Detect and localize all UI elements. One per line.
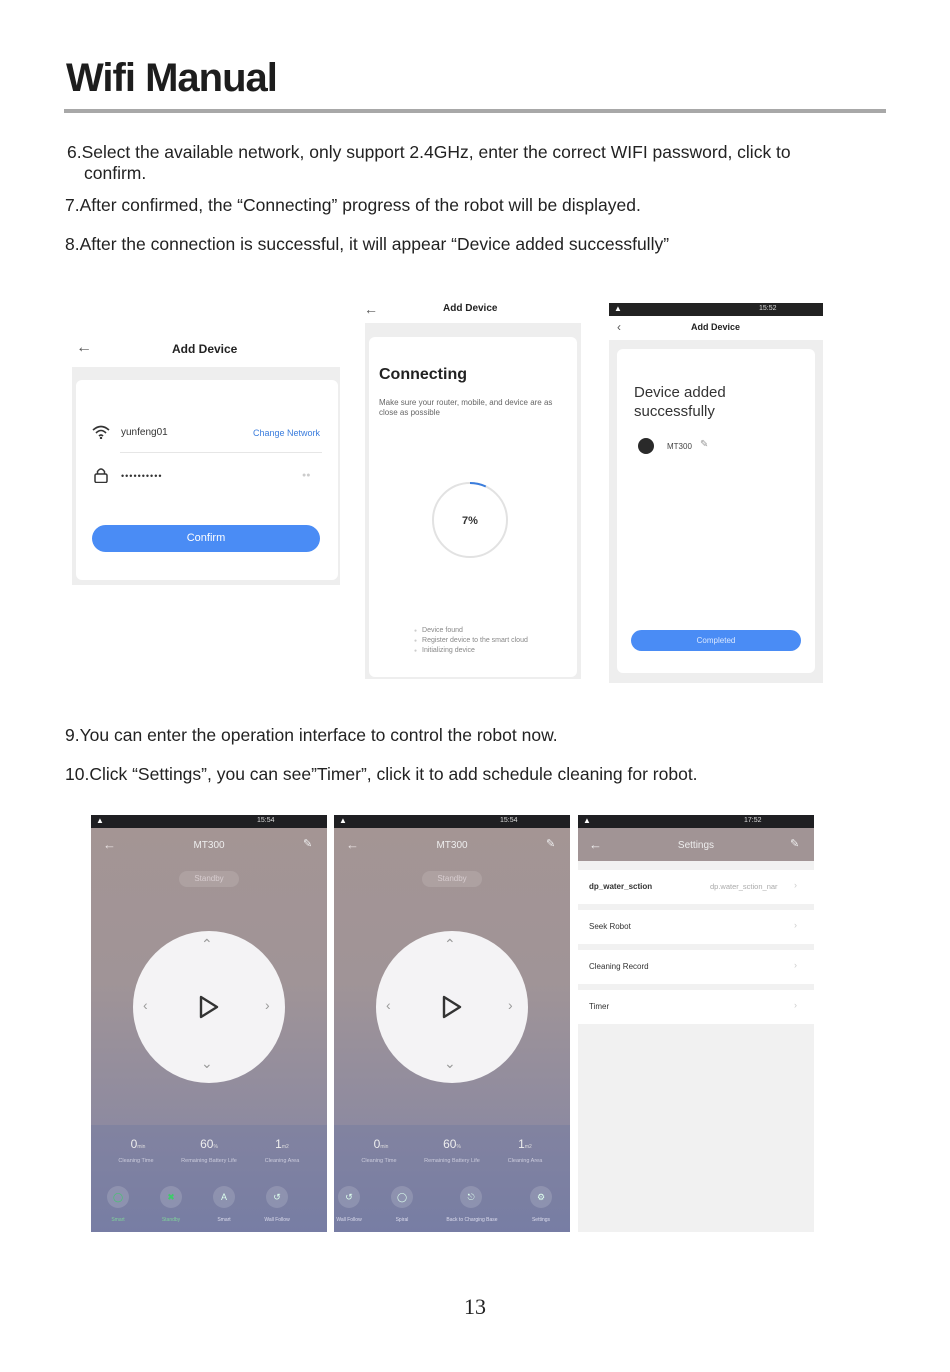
status-time: 15:54 bbox=[257, 817, 275, 824]
smart-mode-icon[interactable]: ◯ bbox=[107, 1186, 129, 1208]
device-avatar bbox=[638, 438, 654, 454]
step-9: 9.You can enter the operation interface to control the robot now. bbox=[65, 725, 558, 745]
stat-value-time: 0min bbox=[130, 1137, 146, 1151]
status-bar bbox=[91, 815, 327, 828]
change-network-link[interactable]: Change Network bbox=[253, 428, 321, 438]
mode-label: Wall Follow bbox=[336, 1217, 362, 1223]
status-bar bbox=[609, 303, 823, 316]
play-icon[interactable] bbox=[438, 994, 464, 1020]
step-8: 8.After the connection is successful, it will appear “Device added successfully” bbox=[65, 234, 670, 254]
warning-icon: ▲ bbox=[339, 816, 347, 825]
page-title: Wifi Manual bbox=[66, 56, 277, 100]
stat-label-area: Cleaning Area bbox=[264, 1158, 300, 1164]
right-chevron-icon[interactable]: › bbox=[265, 997, 270, 1013]
edit-pencil-icon[interactable]: ✎ bbox=[790, 838, 800, 850]
back-arrow-icon[interactable]: ← bbox=[589, 837, 602, 852]
warning-icon: ▲ bbox=[96, 816, 104, 825]
back-chevron-icon[interactable]: ‹ bbox=[617, 320, 621, 334]
status-time: 15:54 bbox=[500, 817, 518, 824]
status-register-cloud: ● Register device to the smart cloud bbox=[414, 636, 528, 646]
right-chevron-icon[interactable]: › bbox=[508, 997, 513, 1013]
title-divider bbox=[64, 109, 886, 113]
page-number: 13 bbox=[464, 1294, 486, 1319]
standby-mode-icon[interactable]: ✖ bbox=[160, 1186, 182, 1208]
screen-header: Add Device bbox=[172, 342, 238, 356]
screenshot-control-a bbox=[91, 815, 327, 1232]
row-label: dp_water_sction bbox=[589, 882, 653, 891]
step-6-line1: 6.Select the available network, only support 2.4GHz, enter the correct WIFI password, click to bbox=[67, 142, 791, 162]
connecting-hint: Make sure your router, mobile, and device are as close as possible bbox=[379, 398, 553, 417]
field-divider bbox=[120, 452, 322, 453]
stat-label-battery: Remaining Battery Life bbox=[424, 1158, 480, 1164]
progress-percent: 7% bbox=[462, 515, 478, 527]
down-chevron-icon[interactable]: ⌄ bbox=[201, 1055, 213, 1071]
settings-title: Settings bbox=[677, 840, 715, 851]
mode-label: Spiral bbox=[395, 1217, 409, 1223]
play-icon[interactable] bbox=[195, 994, 221, 1020]
wall-follow-icon[interactable]: ↺ bbox=[338, 1186, 360, 1208]
step-7: 7.After confirmed, the “Connecting” progress of the robot will be displayed. bbox=[65, 195, 641, 215]
eye-icon[interactable]: ●● bbox=[302, 472, 311, 479]
status-time: 17:52 bbox=[744, 817, 762, 824]
back-arrow-icon[interactable]: ← bbox=[103, 837, 116, 852]
back-arrow-icon[interactable]: ← bbox=[76, 339, 92, 356]
step-10: 10.Click “Settings”, you can see”Timer”, click it to add schedule cleaning for robot. bbox=[65, 764, 698, 784]
screenshot-device-added bbox=[609, 303, 823, 683]
down-chevron-icon[interactable]: ⌄ bbox=[444, 1055, 456, 1071]
stat-value-battery: 60% bbox=[443, 1137, 461, 1151]
connecting-title: Connecting bbox=[379, 366, 467, 383]
spiral-mode-icon[interactable]: ◯ bbox=[391, 1186, 413, 1208]
back-arrow-icon[interactable]: ← bbox=[346, 837, 359, 852]
status-initializing: ● Initializing device bbox=[414, 646, 475, 656]
edit-pencil-icon[interactable]: ✎ bbox=[303, 838, 313, 850]
chevron-right-icon: › bbox=[794, 920, 797, 930]
password-field[interactable]: •••••••••• bbox=[121, 471, 163, 481]
stat-label-area: Cleaning Area bbox=[507, 1158, 543, 1164]
row-label: Cleaning Record bbox=[589, 962, 649, 971]
left-chevron-icon[interactable]: ‹ bbox=[143, 997, 148, 1013]
screen-header: Add Device bbox=[443, 303, 498, 314]
edit-pencil-icon[interactable]: ✎ bbox=[546, 838, 556, 850]
row-label: Timer bbox=[589, 1002, 610, 1011]
mode-label: Smart bbox=[217, 1217, 231, 1223]
device-name: MT300 bbox=[667, 442, 692, 451]
state-badge: Standby bbox=[179, 871, 239, 887]
screenshot-connecting bbox=[364, 297, 582, 681]
stat-label-battery: Remaining Battery Life bbox=[181, 1158, 237, 1164]
charging-base-icon[interactable]: ⎋ bbox=[460, 1186, 482, 1208]
stat-value-battery: 60% bbox=[200, 1137, 218, 1151]
mode-label: Settings bbox=[531, 1217, 551, 1223]
back-arrow-icon[interactable]: ← bbox=[364, 301, 378, 317]
mode-label: Wall Follow bbox=[264, 1217, 290, 1223]
confirm-button[interactable]: Confirm bbox=[92, 525, 320, 552]
success-message: Device added successfully bbox=[634, 384, 726, 420]
mode-label: Standby bbox=[161, 1217, 181, 1223]
step-6-line2: confirm. bbox=[84, 163, 147, 183]
mode-label: Smart bbox=[111, 1217, 125, 1223]
edit-pencil-icon[interactable]: ✎ bbox=[700, 439, 709, 450]
up-chevron-icon[interactable]: ⌃ bbox=[201, 936, 213, 952]
device-title: MT300 bbox=[193, 840, 225, 851]
settings-row-timer[interactable] bbox=[578, 990, 814, 1024]
status-time: 15:52 bbox=[759, 305, 777, 312]
row-label: Seek Robot bbox=[589, 922, 631, 931]
auto-mode-icon[interactable]: A bbox=[213, 1186, 235, 1208]
completed-button[interactable]: Completed bbox=[631, 630, 801, 651]
stat-value-time: 0min bbox=[373, 1137, 389, 1151]
up-chevron-icon[interactable]: ⌃ bbox=[444, 936, 456, 952]
lock-icon bbox=[94, 467, 108, 483]
stat-label-time: Cleaning Time bbox=[361, 1158, 397, 1164]
screenshot-settings bbox=[578, 815, 814, 1232]
status-device-found: ● Device found bbox=[414, 626, 463, 636]
row-value: dp.water_sction_nar bbox=[710, 882, 778, 891]
state-badge: Standby bbox=[422, 871, 482, 887]
stat-value-area: 1m2 bbox=[275, 1137, 289, 1151]
screenshot-control-b bbox=[334, 815, 570, 1232]
status-bar bbox=[578, 815, 814, 828]
mode-label: Back to Charging Base bbox=[446, 1217, 498, 1223]
wall-follow-icon[interactable]: ↺ bbox=[266, 1186, 288, 1208]
settings-gear-icon[interactable]: ⚙ bbox=[530, 1186, 552, 1208]
wifi-icon bbox=[92, 425, 110, 439]
stat-value-area: 1m2 bbox=[518, 1137, 532, 1151]
chevron-right-icon: › bbox=[794, 1000, 797, 1010]
left-chevron-icon[interactable]: ‹ bbox=[386, 997, 391, 1013]
chevron-right-icon: › bbox=[794, 960, 797, 970]
screenshot-add-device bbox=[70, 325, 342, 587]
warning-icon: ▲ bbox=[583, 816, 591, 825]
status-bar bbox=[334, 815, 570, 828]
device-title: MT300 bbox=[436, 840, 468, 851]
ssid-label: yunfeng01 bbox=[121, 427, 168, 438]
warning-icon: ▲ bbox=[614, 304, 622, 313]
screen-header: Add Device bbox=[691, 322, 741, 332]
chevron-right-icon: › bbox=[794, 880, 797, 890]
stat-label-time: Cleaning Time bbox=[118, 1158, 154, 1164]
